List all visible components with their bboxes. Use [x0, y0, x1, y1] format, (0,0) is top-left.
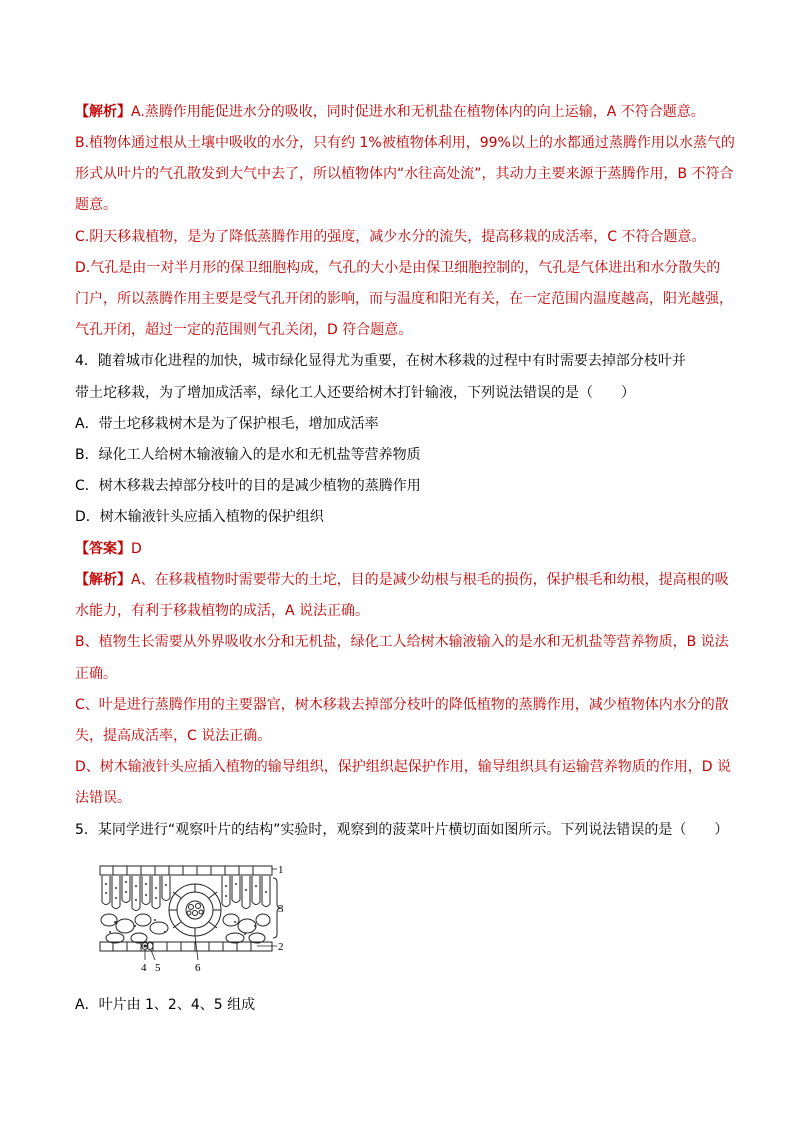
spongy-tissue	[101, 914, 270, 943]
leaf-cross-section-figure	[95, 860, 285, 978]
q5-option-a: A．叶片由 1、2、4、5 组成	[75, 997, 256, 1013]
vein	[169, 884, 221, 936]
upper-epidermis	[100, 866, 272, 875]
palisade-tissue	[102, 876, 270, 911]
figure-label-1: 1	[278, 864, 284, 876]
q4-analysis-line-5: C、叶是进行蒸腾作用的主要器官，树木移栽去掉部分枝叶的降低植物的蒸腾作用，减少植物体内水分的散	[75, 697, 729, 713]
q4-analysis-line-6: 失，提高成活率，C 说法正确。	[75, 728, 272, 744]
q4-analysis-line-3: B、植物生长需要从外界吸收水分和无机盐，绿化工人给树木输液输入的是水和无机盐等营养物质，B 说法	[75, 634, 729, 650]
figure-label-5: 5	[155, 962, 161, 974]
leader-lines	[145, 869, 277, 960]
answer-tag: 【答案】	[75, 541, 131, 557]
q4-analysis-line-8: 法错误。	[75, 790, 131, 806]
q4-analysis-line-2: 水能力，有利于移栽植物的成活，A 说法正确。	[75, 603, 370, 619]
q3-analysis-line-2: B.植物体通过根从土壤中吸收的水分，只有约 1%被植物体利用，99%以上的水都通过蒸腾作用以水蒸气的	[75, 135, 735, 151]
answer-value: D	[131, 541, 142, 557]
q3-analysis-line-8: 气孔开闭，超过一定的范围则气孔关闭，D 符合题意。	[75, 322, 413, 338]
figure-label-2: 2	[278, 941, 284, 953]
analysis-tag: 【解析】	[75, 572, 131, 588]
q4-answer	[75, 539, 142, 559]
q4-analysis-line-1	[75, 570, 729, 590]
q4-stem-line-2: 带土坨移栽，为了增加成活率，绿化工人还要给树木打针输液，下列说法错误的是（ ）	[75, 385, 635, 401]
analysis-text: A、在移栽植物时需要带大的土坨，目的是减少幼根与根毛的损伤，保护根毛和幼根，提高根的吸	[131, 572, 729, 588]
q3-analysis-line-1	[75, 102, 705, 122]
figure-label-6: 6	[195, 962, 201, 974]
q4-option-c: C．树木移栽去掉部分枝叶的目的是减少植物的蒸腾作用	[75, 478, 421, 494]
lower-epidermis	[100, 942, 272, 951]
q3-analysis-line-5: C.阴天移栽植物，是为了降低蒸腾作用的强度，减少水分的流失，提高移栽的成活率，C 不符合题意。	[75, 229, 706, 245]
q4-stem-line-1: 4．随着城市化进程的加快，城市绿化显得尤为重要，在树木移栽的过程中有时需要去掉部分枝叶并	[75, 353, 686, 369]
figure-label-3: 3	[278, 903, 284, 915]
q3-analysis-line-4: 题意。	[75, 197, 117, 213]
q4-option-a: A．带土坨移栽树木是为了保护根毛，增加成活率	[75, 416, 379, 432]
q4-option-b: B．绿化工人给树木输液输入的是水和无机盐等营养物质	[75, 447, 421, 463]
q3-analysis-line-3: 形式从叶片的气孔散发到大气中去了，所以植物体内“水往高处流”，其动力主要来源于蒸腾作用，B 不符合	[75, 166, 734, 182]
analysis-tag: 【解析】	[75, 104, 131, 120]
q4-option-d: D．树木输液针头应插入植物的保护组织	[75, 509, 324, 525]
guard-cells	[142, 943, 153, 950]
q4-analysis-line-4: 正确。	[75, 666, 117, 682]
q3-analysis-line-7: 门户，所以蒸腾作用主要是受气孔开闭的影响，而与温度和阳光有关，在一定范围内温度越高，阳光越强，	[75, 291, 733, 307]
figure-label-4: 4	[141, 962, 147, 974]
q4-analysis-line-7: D、树木输液针头应插入植物的输导组织，保护组织起保护作用，输导组织具有运输营养物质的作用，D 说	[75, 759, 732, 775]
q3-analysis-line-6: D.气孔是由一对半月形的保卫细胞构成，气孔的大小是由保卫细胞控制的，气孔是气体进出和水分散失的	[75, 260, 721, 276]
analysis-text: A.蒸腾作用能促进水分的吸收，同时促进水和无机盐在植物体内的向上运输，A 不符合题意。	[131, 104, 705, 120]
q5-stem: 5．某同学进行“观察叶片的结构”实验时，观察到的菠菜叶片横切面如图所示。下列说法错误的是（ ）	[75, 822, 729, 838]
